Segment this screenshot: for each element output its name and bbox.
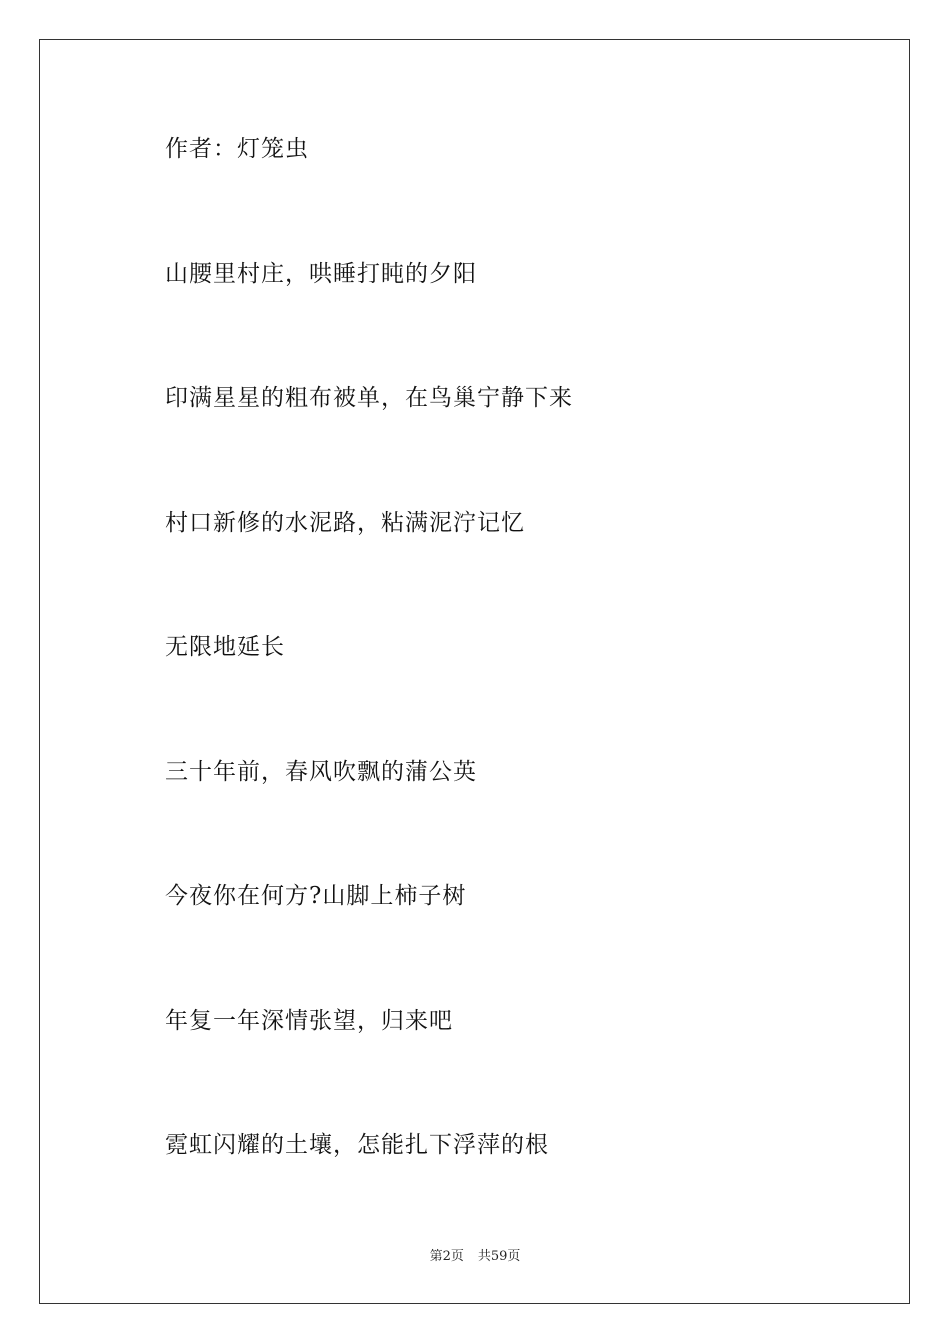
poem-line: 今夜你在何方?山脚上柿子树 [165,883,467,909]
poem-line: 无限地延长 [165,634,285,660]
poem-line: 印满星星的粗布被单，在鸟巢宁静下来 [165,385,573,411]
total-pages: 共59页 [477,1249,521,1264]
page-border [39,39,910,1304]
poem-line: 山腰里村庄，哄睡打盹的夕阳 [165,261,477,287]
page-number: 第2页 [429,1249,464,1264]
poem-line: 三十年前，春风吹飘的蒲公英 [165,759,477,785]
author-line: 作者：灯笼虫 [165,136,309,162]
poem-line: 村口新修的水泥路，粘满泥泞记忆 [165,510,525,536]
page-footer [0,1248,950,1266]
poem-line: 年复一年深情张望，归来吧 [165,1008,453,1034]
poem-line: 霓虹闪耀的土壤，怎能扎下浮萍的根 [165,1132,549,1158]
